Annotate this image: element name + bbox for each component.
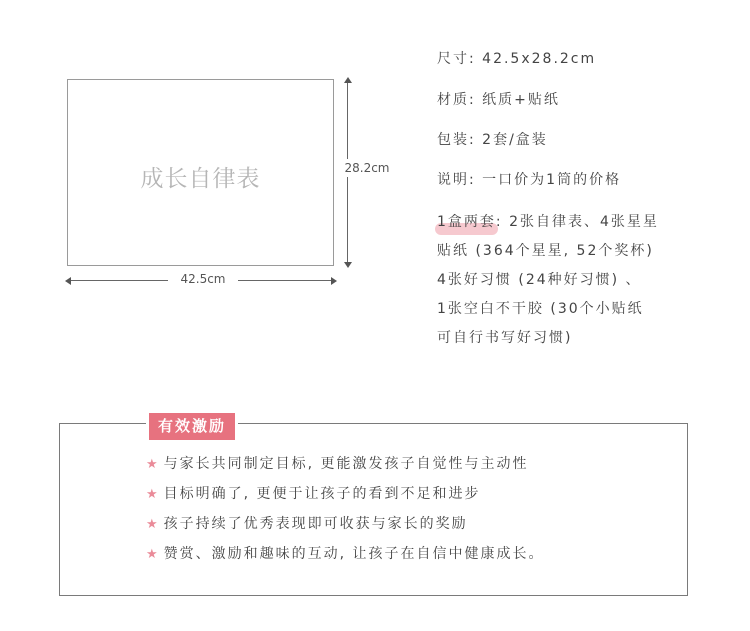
contents-line: 贴纸 (364个星星, 52个奖杯) [437,243,654,259]
product-outline [67,79,334,266]
product-label: 成长自律表 [140,166,261,192]
list-item-text: 孩子持续了优秀表现即可收获与家长的奖励 [163,516,468,532]
spec-packaging: 包装: 2套/盒装 [437,132,548,148]
star-icon: ★ [146,487,160,502]
arrow-left-icon [65,277,71,285]
list-item-text: 与家长共同制定目标, 更能激发孩子自觉性与主动性 [163,456,529,472]
list-item [146,542,545,572]
contents-line: 可自行书写好习惯) [437,330,573,346]
list-item-text: 赞赏、激励和趣味的互动, 让孩子在自信中健康成长。 [163,546,545,562]
arrow-up-icon [344,77,352,83]
contents-text: : 2张自律表、4张星星 [495,214,659,230]
contents-line: 4张好习惯 (24种好习惯) 、 [437,272,642,288]
list-item [146,512,545,542]
contents-line: 1张空白不干胶 (30个小贴纸 [437,301,644,317]
star-icon: ★ [146,457,160,472]
width-label: 42.5cm [168,272,238,286]
incentive-list [146,452,545,572]
arrow-right-icon [331,277,337,285]
contents-line [437,208,717,237]
spec-material: 材质: 纸质+贴纸 [437,92,560,108]
incentive-title: 有效激励 [146,410,238,443]
box-contents [437,208,717,353]
list-item [146,452,545,482]
height-label: 28.2cm [340,159,394,177]
list-item-text: 目标明确了, 更便于让孩子的看到不足和进步 [163,486,481,502]
spec-note: 说明: 一口价为1筒的价格 [437,172,622,188]
list-item [146,482,545,512]
arrow-down-icon [344,262,352,268]
star-icon: ★ [146,547,160,562]
contents-highlight: 1盒两套 [437,214,496,230]
star-icon: ★ [146,517,160,532]
spec-size: 尺寸: 42.5x28.2cm [437,51,597,67]
